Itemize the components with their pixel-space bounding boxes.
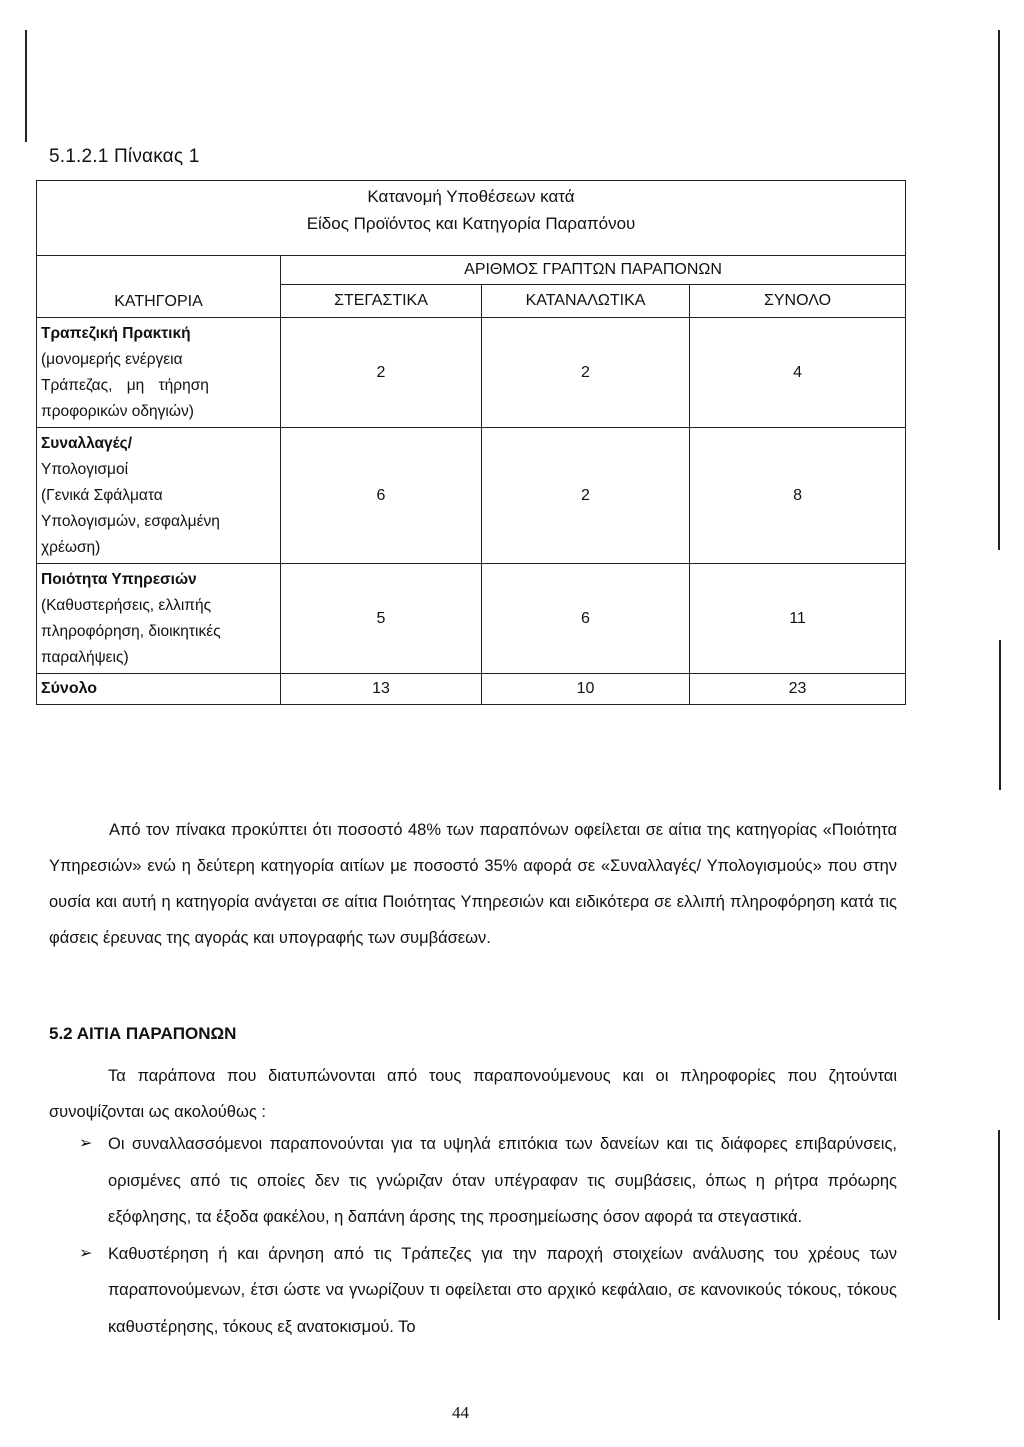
page-edge-line (999, 640, 1001, 790)
header-consumer: ΚΑΤΑΝΑΛΩΤΙΚΑ (482, 285, 690, 318)
cell-total: 11 (690, 564, 906, 674)
table-row (37, 318, 906, 428)
page-edge-line (25, 30, 27, 142)
page-number: 44 (452, 1403, 469, 1422)
analysis-paragraph (49, 812, 897, 956)
row-category (37, 428, 281, 564)
row-title: Συναλλαγές/ (41, 435, 133, 452)
cell-housing: 2 (281, 318, 482, 428)
row-title: Τραπεζική Πρακτική (41, 325, 191, 342)
complaints-list (49, 1126, 897, 1345)
row-desc-line: προφορικών οδηγιών) (41, 403, 194, 420)
totals-total: 23 (690, 674, 906, 705)
caption-line-1: Κατανομή Υποθέσεων κατά (367, 187, 575, 206)
section-2-title: 5.2 ΑΙΤΙΑ ΠΑΡΑΠΟΝΩΝ (49, 1024, 237, 1043)
row-desc-line: χρέωση) (41, 539, 101, 556)
page-edge-line (998, 30, 1000, 550)
cell-housing: 5 (281, 564, 482, 674)
list-item (49, 1236, 897, 1346)
header-count: ΑΡΙΘΜΟΣ ΓΡΑΠΤΩΝ ΠΑΡΑΠΟΝΩΝ (281, 256, 906, 285)
row-desc-line: πληροφόρηση, διοικητικές (41, 623, 221, 640)
arrow-bullet-icon: ➢ (79, 1135, 93, 1152)
cell-consumer: 2 (482, 428, 690, 564)
intro-paragraph: Τα παράπονα που διατυπώνονται από τους παραπονούμενους και οι πληροφορίες που ζητούνται συνοψίζονται ως ακολούθως : (49, 1067, 897, 1121)
header-category: ΚΑΤΗΓΟΡΙΑ (37, 256, 281, 318)
arrow-bullet-icon: ➢ (79, 1244, 93, 1262)
complaints-table (36, 180, 906, 705)
table-caption (37, 181, 906, 256)
totals-label: Σύνολο (37, 674, 281, 705)
cell-total: 8 (690, 428, 906, 564)
totals-consumer: 10 (482, 674, 690, 705)
cell-consumer: 6 (482, 564, 690, 674)
totals-housing: 13 (281, 674, 482, 705)
table-row (37, 428, 906, 564)
totals-row (37, 674, 906, 705)
list-item-text: Οι συναλλασσόμενοι παραπονούνται για τα υψηλά επιτόκια των δανείων και τις διάφορες επιβαρύνσεις, ορισμένες από τις οποίες δεν τις γνώριζαν όταν υπέγραφαν τις συμβάσεις, όπως η ρήτρα πρόωρης εξόφλησης, τα έξοδα φακέλου, η δαπάνη άρσης της προσημείωσης όσον αφορά τα στεγαστικά. (108, 1135, 897, 1226)
section-title: 5.1.2.1 Πίνακας 1 (49, 146, 200, 167)
row-desc-line: Υπολογισμοί (41, 461, 129, 478)
table-row (37, 564, 906, 674)
row-desc-line: Υπολογισμών, εσφαλμένη (41, 513, 220, 530)
cell-consumer: 2 (482, 318, 690, 428)
row-desc-line: (Γενικά Σφάλματα (41, 487, 163, 504)
caption-line-2: Είδος Προϊόντος και Κατηγορία Παραπόνου (306, 214, 636, 233)
row-title: Ποιότητα Υπηρεσιών (41, 571, 197, 588)
cell-housing: 6 (281, 428, 482, 564)
row-desc-line: (Καθυστερήσεις, ελλιπής (41, 597, 212, 614)
header-total: ΣΥΝΟΛΟ (690, 285, 906, 318)
analysis-text: Από τον πίνακα προκύπτει ότι ποσοστό 48% των παραπόνων οφείλεται σε αίτια της κατηγορίας «Ποιότητα Υπηρεσιών» ενώ η δεύτερη κατηγορία αιτίων με ποσοστό 35% αφορά σε «Συναλλαγές/ Υπολογισμούς» που στην ουσία και αυτή η κατηγορία ανάγεται σε αίτια Ποιότητας Υπηρεσιών και ειδικότερα σε ελλιπή πληροφόρηση κατά τις φάσεις έρευνας της αγοράς και υπογραφής των συμβάσεων. (49, 821, 897, 947)
row-desc-line: Τράπεζας, μη τήρηση (41, 377, 209, 394)
row-category (37, 318, 281, 428)
list-item (49, 1126, 897, 1236)
row-desc-line: παραλήψεις) (41, 649, 129, 666)
row-category (37, 564, 281, 674)
row-desc-line: (μονομερής ενέργεια (41, 351, 183, 368)
cell-total: 4 (690, 318, 906, 428)
list-item-text: Καθυστέρηση ή και άρνηση από τις Τράπεζες για την παροχή στοιχείων ανάλυσης του χρέους των παραπονούμενων, έτσι ώστε να γνωρίζουν τι οφείλεται στο αρχικό κεφάλαιο, σε κανονικούς τόκους, τόκους καθυστέρησης, τόκους εξ ανατοκισμού. Το (108, 1244, 897, 1336)
page-edge-line (998, 1130, 1000, 1320)
header-housing: ΣΤΕΓΑΣΤΙΚΑ (281, 285, 482, 318)
